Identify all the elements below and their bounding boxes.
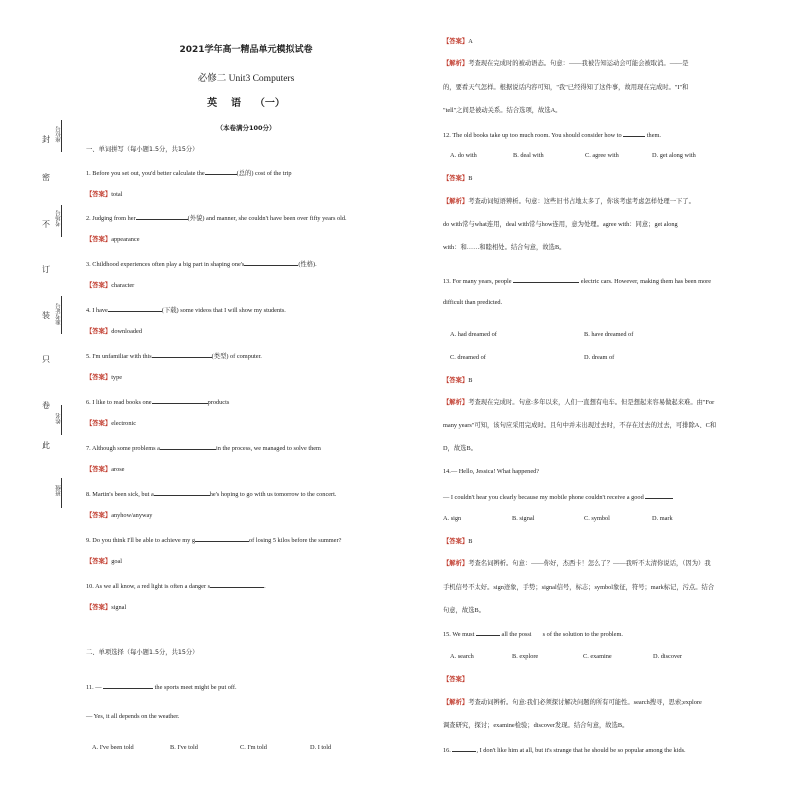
field-line [61,296,62,334]
answer-11: 【答案】A [443,38,473,45]
answer-3: 【答案】character [86,282,135,289]
exam-room-label: 考场号 [56,210,62,227]
answer-7: 【答案】arose [86,466,125,473]
explanation-12: 【解析】考查动词短语辨析。句意：这些旧书占地太多了，你该考虑考虑怎样处理一下了。 [443,198,695,205]
binding-char: 装 [42,311,50,320]
option-d: D. I told [310,744,332,751]
question-14: 14.— Hello, Jessica! What happened? [443,468,540,475]
question-11: 11. — the sports meet might be put off. [86,684,237,691]
field-line [61,205,62,237]
explanation-15: 【解析】考查动词辨析。句意:我们必须探讨解决问题的所有可能性。search搜寻，思索;explore [443,699,702,706]
option-b: B. deal with [513,152,544,159]
binding-char: 封 [42,135,50,144]
option-d: D. get along with [652,152,696,159]
field-line [61,478,62,508]
question-5: 5. I'm unfamiliar with this (类型) of computer. [86,353,262,360]
option-c: C. examine [583,653,612,660]
option-c: C. symbol [584,515,610,522]
question-13-line2: difficult than predicted. [443,299,503,306]
subject-title: 英 语 （一） [207,98,285,109]
question-2: 2. Judging from her (外貌) and manner, she couldn't have been over fifty years old. [86,215,347,222]
explanation-13-line2: many years"可知，该句应采用完成时。且句中并未出现过去时，不存在过去的过去，可排除A、C和 [443,422,717,429]
question-6: 6. I like to read books one products [86,399,230,406]
explanation-14-line2: 手机信号不太好。sign迹象，手势；signal信号，标志；symbol象征，符号；mark标记，污点。结合 [443,584,715,591]
binding-char: 只 [42,355,50,364]
option-a: A. search [450,653,474,660]
explanation-12-line3: with：和……和睦相处。结合句意，故选B。 [443,244,566,251]
binding-char: 此 [42,441,50,450]
option-a: A. had dreamed of [450,331,497,338]
question-7: 7. Although some problems a in the process, we managed to solve them [86,445,321,452]
answer-13: 【答案】B [443,377,473,384]
answer-1: 【答案】total [86,191,123,198]
question-8: 8. Martin's been sick, but a he's hoping to go with us tomorrow to the concert. [86,491,337,498]
question-15-options [450,653,703,661]
question-14-reply: — I couldn't hear you clearly because my mobile phone couldn't receive a good [443,492,673,502]
admission-number-label: 准考证号 [56,303,62,325]
option-b: B. explore [512,653,539,660]
answer-10: 【答案】signal [86,604,127,611]
explanation-11-line2: 的，要看天气怎样。根据说话内容可知，"我"已经得知了这件事，故用现在完成时。"I"和 [443,84,689,91]
question-16: 16. , I don't like him at all, but it's strange that he should be so popular among the kids. [443,747,686,754]
question-11-reply: — Yes, it all depends on the weather. [86,713,180,720]
option-d: D. mark [652,515,673,522]
question-12-options [450,152,722,160]
option-a: A. do with [450,152,477,159]
section2-heading: 二、单项选择（每小题1.5分，共15分） [86,649,199,656]
answer-6: 【答案】electronic [86,420,137,427]
seat-number-label: 座位号 [56,126,62,143]
question-13: 13. For many years, people electric cars. However, making them has been more [443,278,712,285]
class-label: 班级 [56,485,62,496]
option-d: D. dream of [584,354,615,361]
answer-4: 【答案】downloaded [86,328,142,335]
answer-5: 【答案】type [86,374,123,381]
binding-char: 订 [42,265,50,274]
option-c: C. dreamed of [450,354,486,361]
option-c: C. agree with [585,152,619,159]
option-c: C. I'm told [240,744,267,751]
answer-15: 【答案】 [443,676,469,683]
question-14-options [443,515,692,523]
option-b: B. I've told [170,744,198,751]
name-label: 姓名 [56,413,62,424]
explanation-11: 【解析】考查现在完成时的被动语态。句意：——我被告知运动会可能会被取消。——是 [443,60,689,67]
question-3: 3. Childhood experiences often play a big part in shaping one's (性格). [86,261,317,268]
exam-subtitle: 必修二 Unit3 Computers [197,74,295,84]
explanation-12-line2: do with常与what连用，deal with常与how连用，意为处理。agree with：同意；get along [443,221,678,228]
explanation-13-line3: D，故选B。 [443,445,477,452]
explanation-15-line2: 调查研究，探讨；examine检验；discover发现。结合句意，故选B。 [443,722,629,729]
answer-2: 【答案】appearance [86,236,140,243]
question-9: 9. Do you think I'll be able to achieve my g of losing 5 kilos before the summer? [86,537,342,544]
question-10: 10. As we all know, a red light is often a danger s . [86,583,266,590]
explanation-11-line3: "tell"之间是被动关系。结合选项，故选A。 [443,107,562,114]
option-b: B. signal [512,515,535,522]
option-b: B. have dreamed of [584,331,634,338]
answer-12: 【答案】B [443,175,473,182]
binding-char: 不 [42,220,50,229]
binding-char: 卷 [42,401,50,410]
answer-9: 【答案】goal [86,558,123,565]
score-note: （本卷满分100分） [216,124,276,132]
option-a: A. I've been told [92,744,134,751]
field-line [61,405,62,435]
answer-8: 【答案】anyhow/anyway [86,512,153,519]
section1-heading: 一、单词拼写（每小题1.5分，共15分） [86,146,199,153]
question-1: 1. Before you set out, you'd better calculate the (总的) cost of the trip [86,170,292,177]
answer-14: 【答案】B [443,538,473,545]
question-15: 15. We must all the possi s of the solution to the problem. [443,631,623,638]
binding-char: 密 [42,173,50,182]
question-4: 4. I have (下载) some videos that I will show my students. [86,307,286,314]
question-13-options-row1 [450,331,664,339]
option-a: A. sign [443,515,462,522]
question-12: 12. The old books take up too much room. You should consider how to them. [443,132,661,139]
field-line [61,120,62,152]
explanation-14-line3: 句意，故选B。 [443,607,485,614]
explanation-13: 【解析】考查现在完成时。句意:多年以来，人们一直想有电车。但是想起来容易做起来难。由"For [443,399,715,406]
explanation-14: 【解析】考查名词辨析。句意：——你好，杰西卡！怎么了？——我听不太清你说话，（因为）我 [443,560,711,567]
exam-title: 2021学年高一精品单元模拟试卷 [179,45,313,55]
question-13-options-row2 [450,354,664,362]
option-d: D. discover [653,653,683,660]
question-11-options [92,744,350,752]
